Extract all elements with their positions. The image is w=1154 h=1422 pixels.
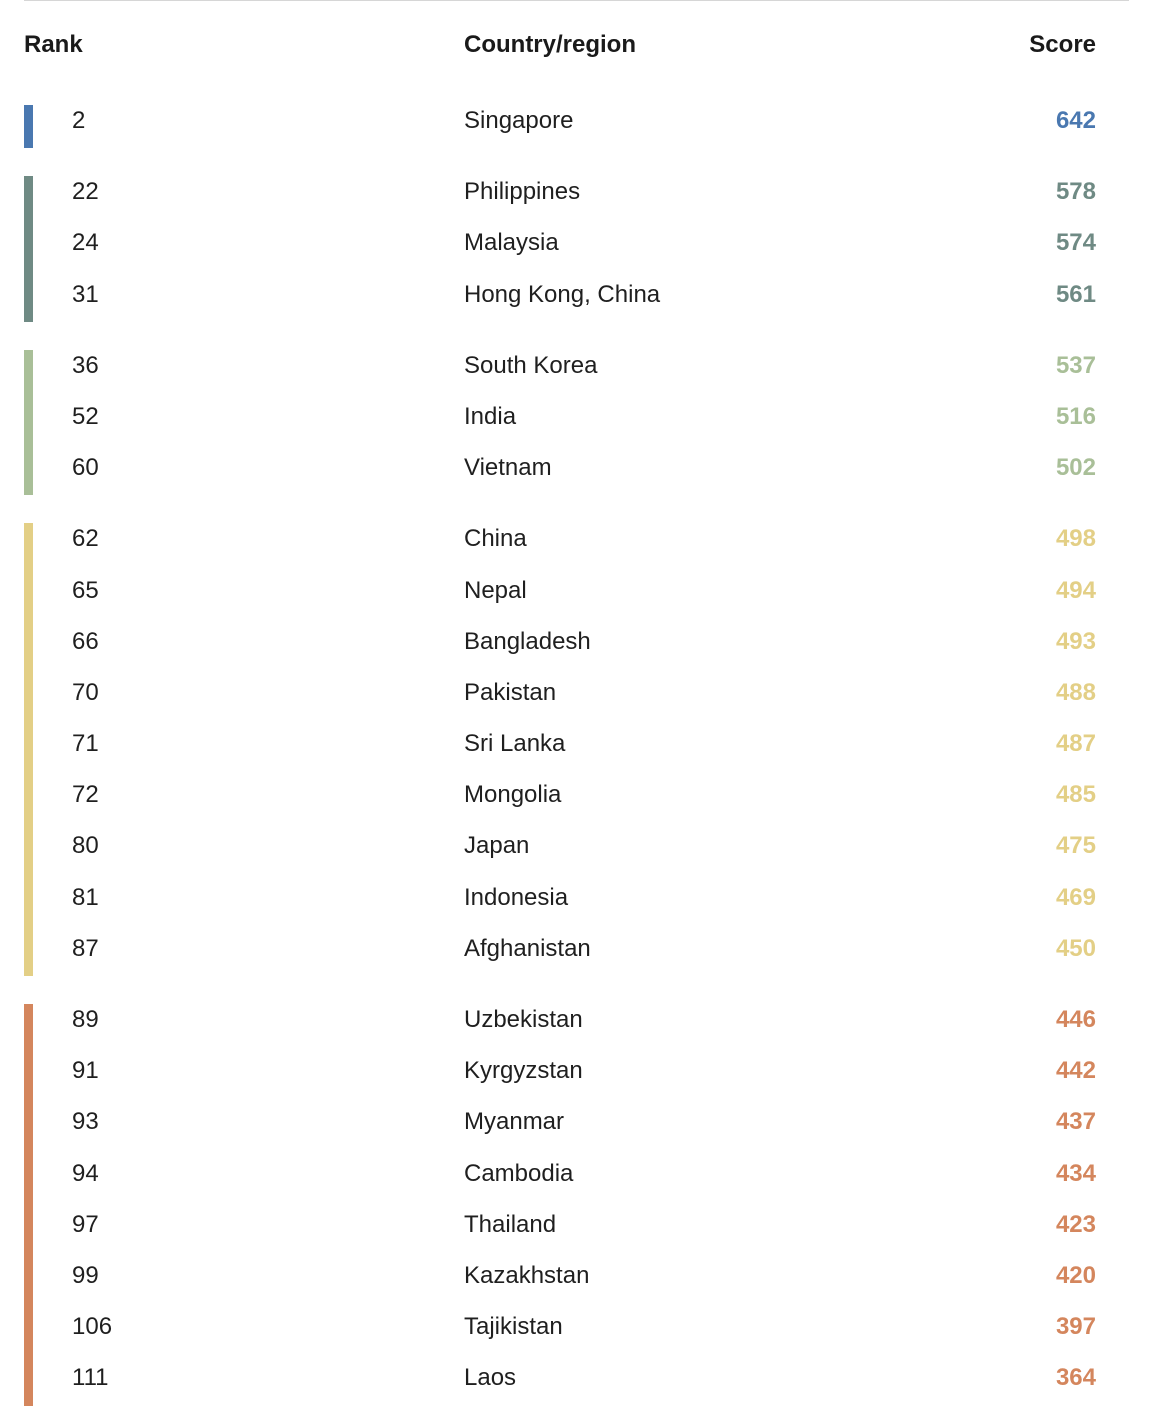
table-row <box>0 669 1154 720</box>
table-row <box>0 1354 1154 1405</box>
country-cell: Kazakhstan <box>464 1261 590 1289</box>
rank-cell: 106 <box>72 1313 113 1341</box>
table-row <box>0 996 1154 1047</box>
rank-cell: 72 <box>72 781 99 809</box>
table-row <box>0 342 1154 393</box>
score-cell: 437 <box>1055 1108 1096 1136</box>
score-cell: 442 <box>1055 1057 1096 1085</box>
rank-cell: 62 <box>72 525 99 553</box>
score-group <box>0 996 1154 1406</box>
table-row <box>0 1150 1154 1201</box>
table-row <box>0 515 1154 566</box>
rank-cell: 94 <box>72 1159 99 1187</box>
table-row <box>0 771 1154 822</box>
table-row <box>0 219 1154 270</box>
rank-cell: 93 <box>72 1108 99 1136</box>
table-row <box>0 1252 1154 1303</box>
table-header <box>0 28 1154 62</box>
rank-cell: 97 <box>72 1210 99 1238</box>
rank-cell: 2 <box>72 107 86 134</box>
country-cell: Malaysia <box>464 229 559 257</box>
score-cell: 397 <box>1055 1313 1096 1341</box>
score-cell: 537 <box>1055 351 1096 379</box>
score-cell: 469 <box>1055 883 1096 911</box>
score-cell: 364 <box>1055 1364 1096 1392</box>
score-cell: 574 <box>1055 229 1096 257</box>
rank-cell: 111 <box>72 1364 109 1392</box>
table-row <box>0 1303 1154 1354</box>
rank-cell: 24 <box>72 229 99 257</box>
table-row <box>0 444 1154 495</box>
country-cell: Nepal <box>464 576 527 604</box>
country-cell: Pakistan <box>464 678 557 706</box>
score-group <box>0 97 1154 148</box>
country-cell: Thailand <box>464 1210 557 1238</box>
country-cell: Philippines <box>464 178 581 206</box>
rank-cell: 22 <box>72 178 99 206</box>
country-cell: Tajikistan <box>464 1313 563 1341</box>
rank-cell: 99 <box>72 1261 99 1289</box>
table-row <box>0 271 1154 322</box>
score-cell: 488 <box>1055 678 1096 706</box>
rank-cell: 81 <box>72 883 99 911</box>
rank-cell: 91 <box>72 1057 99 1085</box>
score-cell: 487 <box>1055 730 1096 758</box>
score-group <box>0 515 1154 976</box>
country-cell: Singapore <box>464 107 574 134</box>
rank-cell: 66 <box>72 627 99 655</box>
score-cell: 475 <box>1055 832 1096 860</box>
score-cell: 450 <box>1055 934 1096 962</box>
table-row <box>0 168 1154 219</box>
table-row <box>0 618 1154 669</box>
country-cell: Bangladesh <box>464 627 591 655</box>
country-cell: Laos <box>464 1364 517 1392</box>
score-cell: 578 <box>1055 178 1096 206</box>
rank-cell: 80 <box>72 832 99 860</box>
rank-cell: 89 <box>72 1006 99 1033</box>
country-cell: India <box>464 402 517 430</box>
score-cell: 516 <box>1055 402 1096 430</box>
header-score: Score <box>1029 31 1096 58</box>
rank-cell: 87 <box>72 934 99 962</box>
table-row <box>0 925 1154 976</box>
country-cell: South Korea <box>464 351 598 379</box>
score-cell: 498 <box>1055 525 1096 553</box>
country-cell: Vietnam <box>464 454 552 482</box>
table-row <box>0 720 1154 771</box>
table-body <box>0 97 1154 1422</box>
score-cell: 420 <box>1055 1261 1096 1289</box>
table-row <box>0 1201 1154 1252</box>
score-cell: 434 <box>1055 1159 1096 1187</box>
score-cell: 446 <box>1055 1006 1096 1033</box>
country-cell: Uzbekistan <box>464 1006 583 1033</box>
rank-cell: 52 <box>72 402 99 430</box>
score-cell: 561 <box>1055 280 1096 308</box>
score-cell: 423 <box>1055 1210 1096 1238</box>
country-cell: Myanmar <box>464 1108 565 1136</box>
score-cell: 494 <box>1055 576 1096 604</box>
rank-cell: 65 <box>72 576 99 604</box>
country-cell: Afghanistan <box>464 934 591 962</box>
table-row <box>0 1047 1154 1098</box>
table-row <box>0 874 1154 925</box>
country-cell: Indonesia <box>464 883 569 911</box>
table-row <box>0 1098 1154 1149</box>
country-cell: Japan <box>464 832 530 860</box>
country-cell: Mongolia <box>464 781 562 809</box>
top-divider <box>24 0 1129 1</box>
score-cell: 502 <box>1055 454 1096 482</box>
country-cell: Kyrgyzstan <box>464 1057 583 1085</box>
country-cell: Cambodia <box>464 1159 574 1187</box>
country-cell: Sri Lanka <box>464 730 566 758</box>
score-group <box>0 342 1154 496</box>
rank-cell: 71 <box>72 730 99 758</box>
header-country-region: Country/region <box>464 31 636 58</box>
table-row <box>0 567 1154 618</box>
table-row <box>0 393 1154 444</box>
table-row <box>0 97 1154 148</box>
header-rank: Rank <box>24 31 83 58</box>
rank-cell: 31 <box>72 280 99 308</box>
score-cell: 493 <box>1055 627 1096 655</box>
rank-cell: 36 <box>72 351 99 379</box>
country-cell: China <box>464 525 527 553</box>
score-cell: 485 <box>1055 781 1096 809</box>
table-row <box>0 822 1154 873</box>
score-cell: 642 <box>1055 107 1096 134</box>
rank-cell: 70 <box>72 678 99 706</box>
rank-cell: 60 <box>72 454 99 482</box>
score-group <box>0 168 1154 322</box>
country-cell: Hong Kong, China <box>464 280 661 308</box>
